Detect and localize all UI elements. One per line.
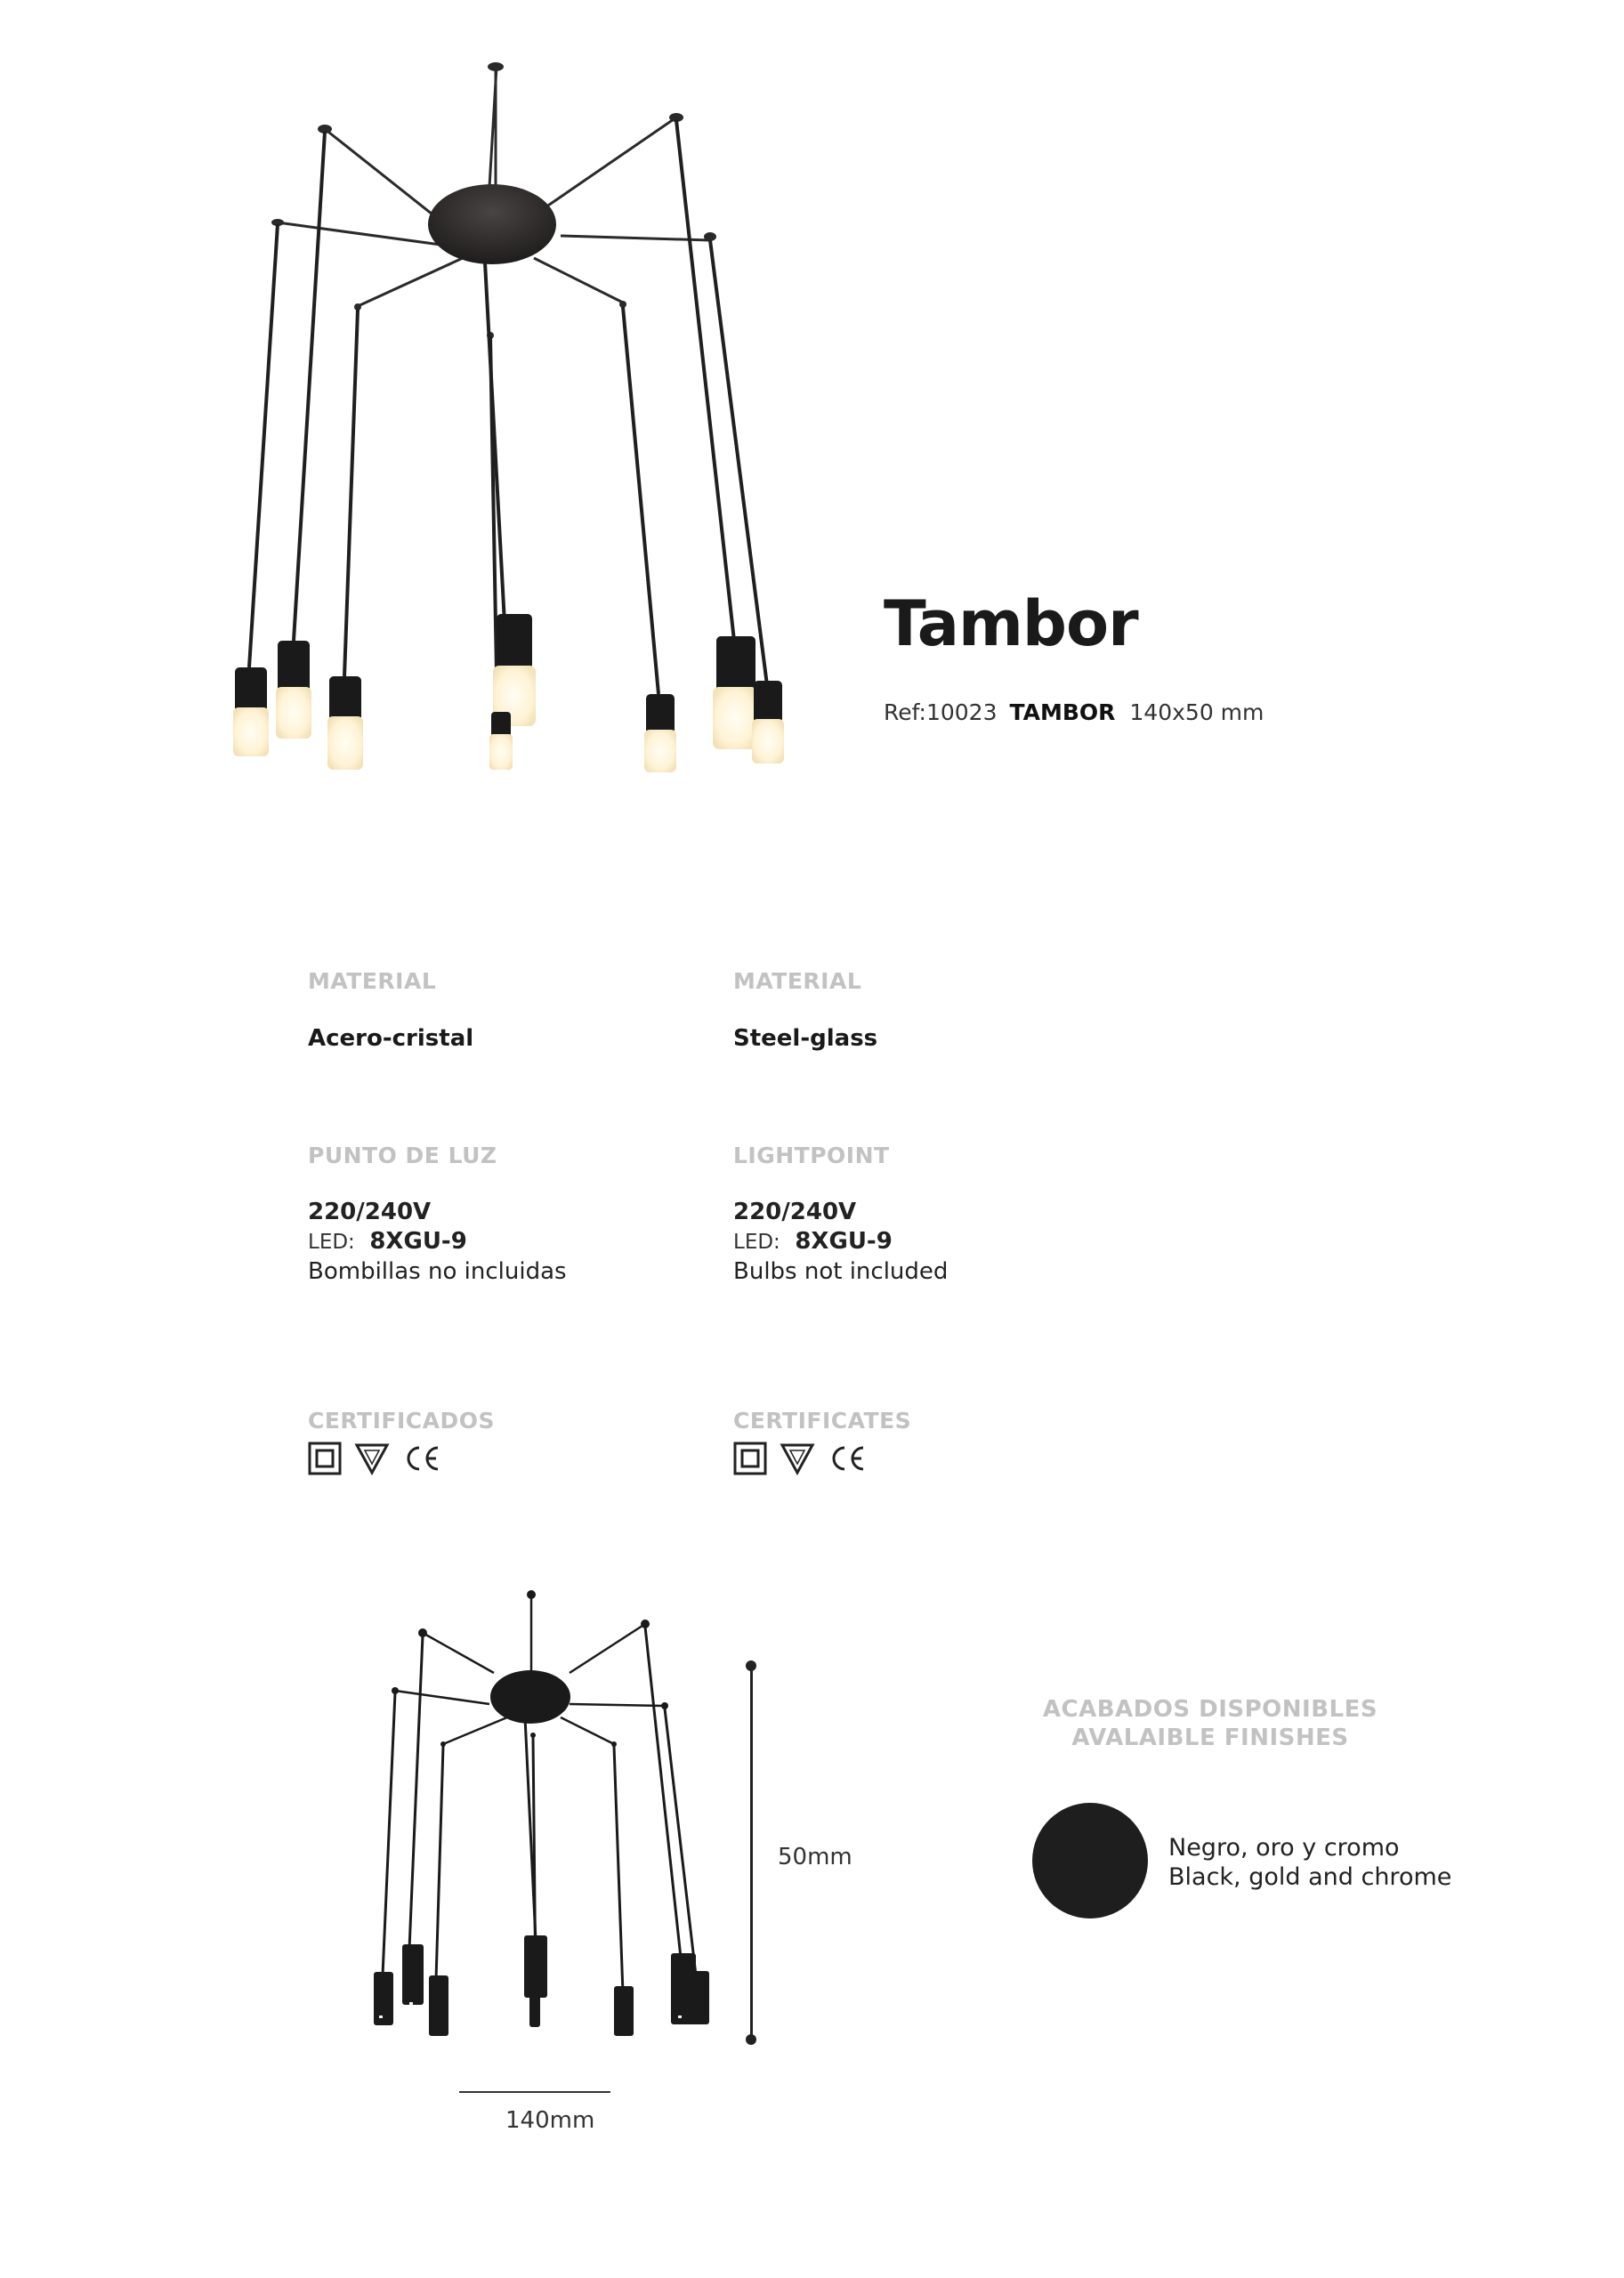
led-value-es: 8XGU-9 bbox=[369, 1228, 467, 1255]
lightpoint-heading-en: LIGHTPOINT bbox=[733, 1143, 890, 1168]
led-label-es: LED: bbox=[308, 1231, 355, 1254]
product-title: Tambor bbox=[884, 587, 1138, 660]
ref-number: Ref:10023 bbox=[884, 699, 998, 725]
finishes-heading-en: AVALAIBLE FINISHES bbox=[1071, 1725, 1349, 1751]
voltage-es: 220/240V bbox=[308, 1199, 432, 1225]
ref-model: TAMBOR bbox=[1009, 699, 1116, 725]
width-dimension-line bbox=[459, 2091, 610, 2093]
led-label-en: LED: bbox=[733, 1231, 780, 1254]
product-reference bbox=[884, 699, 1264, 725]
lightpoint-details-es bbox=[308, 1198, 567, 1287]
finish-names bbox=[1168, 1833, 1451, 1892]
lightpoint-heading-es: PUNTO DE LUZ bbox=[308, 1143, 497, 1168]
class-ii-double-square-icon bbox=[733, 1442, 767, 1475]
cert-heading-es: CERTIFICADOS bbox=[308, 1408, 495, 1434]
voltage-en: 220/240V bbox=[733, 1199, 857, 1225]
finish-color-swatch bbox=[1032, 1803, 1148, 1919]
height-dimension-line bbox=[750, 1666, 753, 2040]
cert-heading-en: CERTIFICATES bbox=[733, 1408, 912, 1434]
height-dimension-bottom-dot bbox=[746, 2034, 756, 2045]
f-triangle-icon bbox=[354, 1442, 390, 1475]
led-line-en bbox=[733, 1227, 948, 1257]
class-ii-double-square-icon bbox=[308, 1442, 342, 1475]
bulbs-note-en: Bulbs not included bbox=[733, 1258, 949, 1285]
width-dimension-label: 140mm bbox=[505, 2107, 595, 2134]
finishes-heading-es: ACABADOS DISPONIBLES bbox=[1042, 1696, 1378, 1723]
height-dimension-label: 50mm bbox=[778, 1844, 852, 1870]
led-value-en: 8XGU-9 bbox=[795, 1228, 893, 1255]
height-dimension-top-dot bbox=[746, 1660, 756, 1671]
finishes-heading bbox=[1032, 1695, 1388, 1752]
ce-mark-icon bbox=[828, 1442, 867, 1474]
finish-name-en: Black, gold and chrome bbox=[1168, 1863, 1452, 1891]
led-line-es bbox=[308, 1227, 567, 1257]
material-value-es: Acero-cristal bbox=[308, 1025, 474, 1052]
material-heading-en: MATERIAL bbox=[733, 968, 862, 994]
material-heading-es: MATERIAL bbox=[308, 968, 437, 994]
lamp-product-photo bbox=[205, 53, 828, 801]
finish-name-es: Negro, oro y cromo bbox=[1168, 1834, 1400, 1862]
lamp-dimension-drawing bbox=[347, 1584, 730, 2064]
ref-dimensions: 140x50 mm bbox=[1129, 699, 1264, 725]
ce-mark-icon bbox=[402, 1442, 441, 1474]
f-triangle-icon bbox=[780, 1442, 815, 1475]
material-value-en: Steel-glass bbox=[733, 1025, 878, 1052]
lightpoint-details-en bbox=[733, 1198, 948, 1287]
cert-icons-en bbox=[733, 1442, 867, 1475]
cert-icons-es bbox=[308, 1442, 441, 1475]
bulbs-note-es: Bombillas no incluidas bbox=[308, 1258, 567, 1285]
